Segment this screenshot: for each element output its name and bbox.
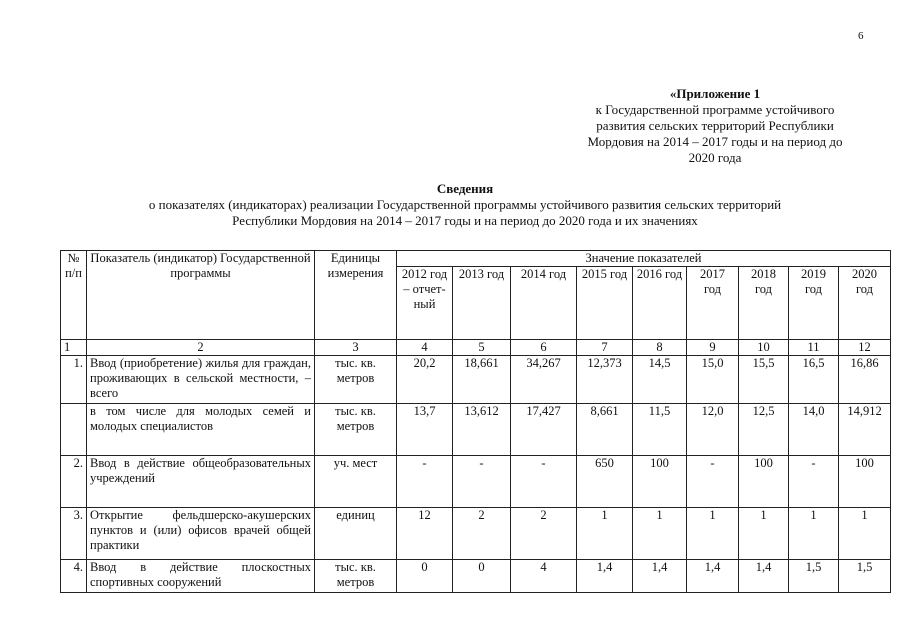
indicator-name: Ввод в действие общеобразовательных учреждений [87, 456, 315, 508]
column-index: 12 [839, 340, 891, 356]
header-year: 2019 год [789, 267, 839, 340]
appendix-title: «Приложение 1 [669, 86, 761, 101]
column-index: 7 [577, 340, 633, 356]
appendix-line: к Государственной программе устойчивого [595, 102, 835, 117]
value-cell: 15,5 [739, 356, 789, 404]
row-number: 2. [61, 456, 87, 508]
heading-line: о показателях (индикаторах) реализации Государственной программы устойчивого развития сельских территорий [148, 197, 782, 212]
value-cell: 16,5 [789, 356, 839, 404]
indicators-table [60, 250, 891, 593]
value-cell: 1 [577, 508, 633, 560]
header-indicator: Показатель (индикатор) Государственной программы [87, 251, 315, 340]
header-number: № п/п [61, 251, 87, 340]
table-row [61, 508, 891, 560]
indicator-name: Ввод (приобретение) жилья для граждан, проживающих в сельской местности, – всего [87, 356, 315, 404]
column-index: 6 [511, 340, 577, 356]
value-cell: 1 [789, 508, 839, 560]
value-cell: 1,4 [577, 560, 633, 593]
value-cell: 4 [511, 560, 577, 593]
header-year: 2015 год [577, 267, 633, 340]
value-cell: 14,912 [839, 404, 891, 456]
column-index: 1 [61, 340, 87, 356]
value-cell: 8,661 [577, 404, 633, 456]
table-row [61, 356, 891, 404]
row-number: 4. [61, 560, 87, 593]
value-cell: - [789, 456, 839, 508]
value-cell: - [397, 456, 453, 508]
value-cell: 13,612 [453, 404, 511, 456]
unit-cell: тыс. кв. метров [315, 404, 397, 456]
value-cell: - [453, 456, 511, 508]
column-index: 11 [789, 340, 839, 356]
table-row [61, 456, 891, 508]
table-row [61, 560, 891, 593]
page-number: 6 [858, 30, 864, 42]
heading-title: Сведения [436, 181, 494, 196]
document-heading [60, 181, 870, 229]
header-year: 2012 год – отчет-ный [397, 267, 453, 340]
value-cell: 1,5 [839, 560, 891, 593]
value-cell: 2 [511, 508, 577, 560]
column-index: 10 [739, 340, 789, 356]
header-year: 2017 год [687, 267, 739, 340]
value-cell: 1,4 [739, 560, 789, 593]
appendix-line: 2020 года [688, 150, 742, 165]
unit-cell: уч. мест [315, 456, 397, 508]
column-index: 2 [87, 340, 315, 356]
value-cell: 34,267 [511, 356, 577, 404]
indicator-name: Ввод в действие плоскостных спортивных сооружений [87, 560, 315, 593]
value-cell: - [511, 456, 577, 508]
column-index-row [61, 340, 891, 356]
appendix-line: развития сельских территорий Республики [596, 118, 834, 133]
value-cell: 18,661 [453, 356, 511, 404]
indicator-name: Открытие фельдшерско-акушерских пунктов и (или) офисов врачей общей практики [87, 508, 315, 560]
header-year: 2014 год [511, 267, 577, 340]
indicator-name: в том числе для молодых семей и молодых специалистов [87, 404, 315, 456]
value-cell: 0 [397, 560, 453, 593]
column-index: 8 [633, 340, 687, 356]
value-cell: 12,0 [687, 404, 739, 456]
unit-cell: тыс. кв. метров [315, 356, 397, 404]
value-cell: 1 [839, 508, 891, 560]
value-cell: 650 [577, 456, 633, 508]
value-cell: 17,427 [511, 404, 577, 456]
column-index: 9 [687, 340, 739, 356]
value-cell: 15,0 [687, 356, 739, 404]
header-units: Единицы измерения [315, 251, 397, 340]
appendix-block [560, 86, 870, 166]
value-cell: 14,0 [789, 404, 839, 456]
value-cell: 0 [453, 560, 511, 593]
header-year: 2018 год [739, 267, 789, 340]
heading-line: Республики Мордовия на 2014 – 2017 годы и на период до 2020 года и их значениях [232, 213, 698, 228]
column-index: 3 [315, 340, 397, 356]
value-cell: 100 [633, 456, 687, 508]
value-cell: 1 [633, 508, 687, 560]
column-index: 5 [453, 340, 511, 356]
value-cell: 100 [739, 456, 789, 508]
value-cell: 14,5 [633, 356, 687, 404]
value-cell: 2 [453, 508, 511, 560]
appendix-line: Мордовия на 2014 – 2017 годы и на период до [587, 134, 843, 149]
row-number: 1. [61, 356, 87, 404]
value-cell: 1,4 [687, 560, 739, 593]
value-cell: 1,5 [789, 560, 839, 593]
table-row [61, 404, 891, 456]
row-number [61, 404, 87, 456]
column-index: 4 [397, 340, 453, 356]
value-cell: 12,5 [739, 404, 789, 456]
value-cell: 1 [739, 508, 789, 560]
value-cell: 16,86 [839, 356, 891, 404]
value-cell: 12 [397, 508, 453, 560]
header-year: 2016 год [633, 267, 687, 340]
unit-cell: единиц [315, 508, 397, 560]
value-cell: 1,4 [633, 560, 687, 593]
header-year: 2013 год [453, 267, 511, 340]
row-number: 3. [61, 508, 87, 560]
value-cell: 12,373 [577, 356, 633, 404]
unit-cell: тыс. кв. метров [315, 560, 397, 593]
value-cell: 100 [839, 456, 891, 508]
value-cell: 1 [687, 508, 739, 560]
value-cell: 20,2 [397, 356, 453, 404]
value-cell: 11,5 [633, 404, 687, 456]
header-year: 2020 год [839, 267, 891, 340]
value-cell: - [687, 456, 739, 508]
value-cell: 13,7 [397, 404, 453, 456]
header-values: Значение показателей [397, 251, 891, 267]
